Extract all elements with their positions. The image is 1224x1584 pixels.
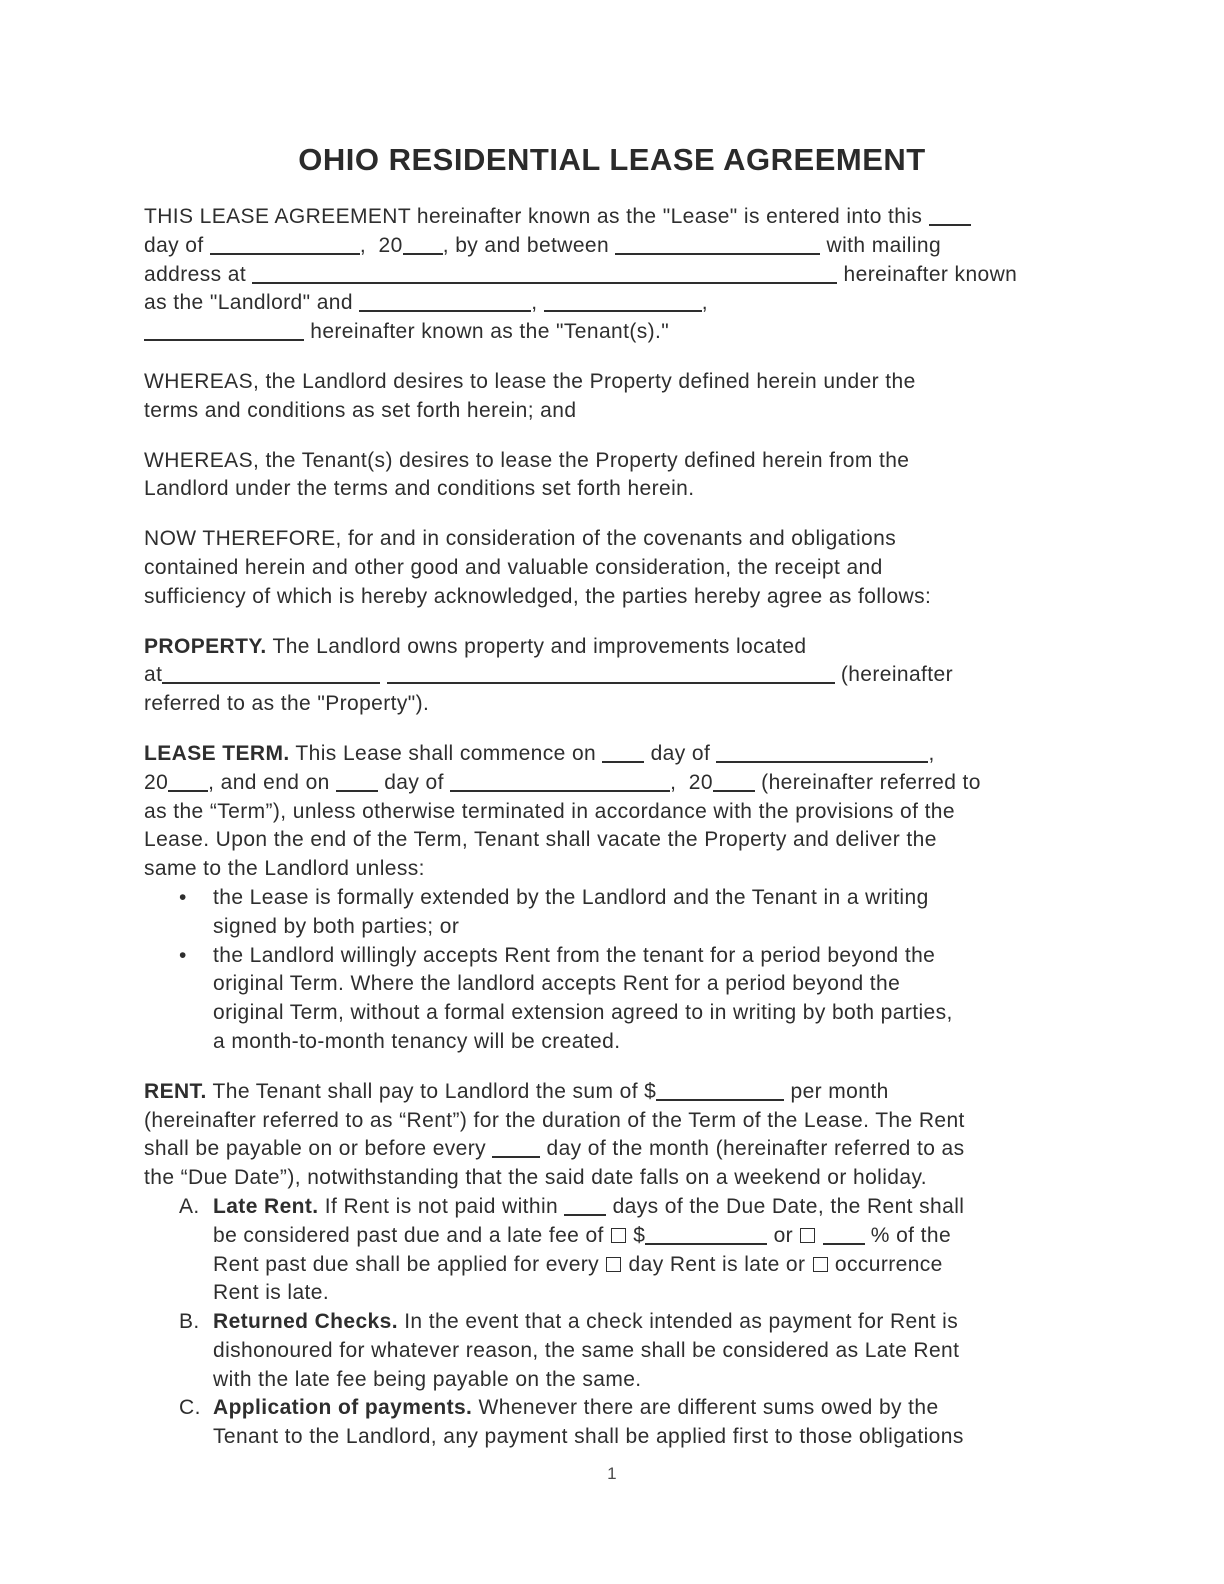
text-run: address at xyxy=(144,262,253,286)
bullet-icon: • xyxy=(179,943,187,967)
blank-field xyxy=(403,241,443,255)
text-line xyxy=(144,1135,1080,1164)
text-run: , xyxy=(531,291,544,315)
checkbox-icon xyxy=(606,1257,621,1272)
text-run: Whenever there are different sums owed by the xyxy=(472,1396,939,1420)
text-run: The Landlord owns property and improvements located xyxy=(266,634,807,658)
text-run: at xyxy=(144,663,163,687)
item-content xyxy=(213,884,1080,942)
text-run: , xyxy=(701,291,708,315)
text-run: WHEREAS, the Tenant(s) desires to lease the Property defined herein from the xyxy=(144,448,910,472)
item-content xyxy=(213,1308,1080,1394)
text-line xyxy=(144,232,1080,261)
text-run: 20 xyxy=(144,770,169,794)
blank-field xyxy=(387,670,835,684)
item-content xyxy=(213,1394,1080,1452)
blank-field xyxy=(492,1144,540,1158)
text-line xyxy=(213,1423,1080,1452)
page-number: 1 xyxy=(607,1464,617,1483)
text-run: a month-to-month tenancy will be created. xyxy=(213,1029,621,1053)
text-line xyxy=(213,999,1080,1028)
text-line xyxy=(144,1164,1080,1193)
document-body xyxy=(144,203,1080,1452)
text-run: If Rent is not paid within xyxy=(318,1194,565,1218)
lettered-item xyxy=(144,1193,1080,1308)
bullet-item xyxy=(144,942,1080,1057)
text-line xyxy=(144,397,1080,426)
text-line xyxy=(213,1279,1080,1308)
blank-field xyxy=(162,670,380,684)
text-run: as the "Landlord" and xyxy=(144,291,360,315)
text-run: hereinafter known as the "Tenant(s)." xyxy=(304,320,670,344)
text-run: (hereinafter referred to as “Rent”) for the duration of the Term of the Lease. The Rent xyxy=(144,1108,965,1132)
text-line xyxy=(144,261,1080,290)
text-run: , 20 xyxy=(359,233,403,257)
rent-subsections xyxy=(144,1193,1080,1452)
text-run: as the “Term”), unless otherwise terminated in accordance with the provisions of the xyxy=(144,799,955,823)
text-line xyxy=(144,798,1080,827)
item-letter: A. xyxy=(179,1194,200,1218)
blank-field xyxy=(144,327,304,341)
bullet-icon: • xyxy=(179,885,187,909)
text-run: Landlord under the terms and conditions set forth herein. xyxy=(144,477,695,501)
lettered-item xyxy=(144,1308,1080,1394)
text-run: day of xyxy=(377,770,451,794)
text-run: shall be payable on or before every xyxy=(144,1137,493,1161)
text-line xyxy=(144,368,1080,397)
text-line xyxy=(213,913,1080,942)
text-run: with mailing xyxy=(820,233,942,257)
text-run: In the event that a check intended as payment for Rent is xyxy=(397,1310,959,1334)
text-run: original Term, without a formal extension agreed to in writing by both parties, xyxy=(213,1001,953,1025)
text-line xyxy=(213,1222,1080,1251)
document-title: OHIO RESIDENTIAL LEASE AGREEMENT xyxy=(298,142,926,177)
text-run: Rent is late. xyxy=(213,1281,330,1305)
text-line xyxy=(144,554,1080,583)
text-run: the “Due Date”), notwithstanding that the said date falls on a weekend or holiday. xyxy=(144,1166,928,1190)
text-run: (hereinafter xyxy=(834,663,954,687)
text-run: contained herein and other good and valuable consideration, the receipt and xyxy=(144,555,883,579)
lease-term-bullets xyxy=(144,884,1080,1057)
text-run: THIS LEASE AGREEMENT hereinafter known as the "Lease" is entered into this xyxy=(144,205,929,228)
text-run: the Landlord willingly accepts Rent from the tenant for a period beyond the xyxy=(213,943,936,967)
text-run: , xyxy=(928,741,935,765)
blank-field xyxy=(564,1202,606,1216)
blank-field xyxy=(716,749,928,763)
text-run: per month xyxy=(784,1079,889,1103)
text-line xyxy=(213,884,1080,913)
text-run: hereinafter known xyxy=(837,262,1018,286)
text-run: % of the xyxy=(864,1223,952,1247)
text-line xyxy=(213,1308,1080,1337)
intro-paragraph xyxy=(144,203,1080,347)
text-run: dishonoured for whatever reason, the same shall be considered as Late Rent xyxy=(213,1338,960,1362)
text-run: referred to as the "Property"). xyxy=(144,692,430,716)
text-line xyxy=(144,855,1080,884)
lettered-item xyxy=(144,1394,1080,1452)
blank-field xyxy=(713,778,755,792)
blank-field xyxy=(359,298,531,312)
text-line xyxy=(144,740,1080,769)
text-run: , by and between xyxy=(442,233,616,257)
text-line xyxy=(144,203,1080,232)
checkbox-icon xyxy=(800,1228,815,1243)
lease-term-section xyxy=(144,740,1080,884)
bold-run: LEASE TERM. xyxy=(144,741,290,765)
text-line xyxy=(213,1028,1080,1057)
bold-run: Returned Checks. xyxy=(213,1310,398,1334)
text-line xyxy=(144,475,1080,504)
blank-field xyxy=(645,1231,767,1245)
text-run: occurrence xyxy=(828,1252,943,1276)
checkbox-icon xyxy=(813,1257,828,1272)
bold-run: Late Rent. xyxy=(213,1194,319,1218)
bold-run: PROPERTY. xyxy=(144,634,267,658)
text-run: NOW THEREFORE, for and in consideration of the covenants and obligations xyxy=(144,527,897,551)
text-run: , 20 xyxy=(670,770,713,794)
blank-field xyxy=(544,298,702,312)
text-line xyxy=(144,1078,1080,1107)
item-letter: C. xyxy=(179,1396,201,1420)
text-line xyxy=(213,1366,1080,1395)
text-run: This Lease shall commence on xyxy=(289,741,603,765)
text-run: WHEREAS, the Landlord desires to lease the Property defined herein under the xyxy=(144,369,916,393)
text-run: Rent past due shall be applied for every xyxy=(213,1252,606,1276)
now-therefore-paragraph xyxy=(144,525,1080,611)
text-run: with the late fee being payable on the same. xyxy=(213,1367,642,1391)
blank-field xyxy=(336,778,378,792)
item-letter: B. xyxy=(179,1310,200,1334)
text-run: (hereinafter referred to xyxy=(754,770,981,794)
item-content xyxy=(213,1193,1080,1308)
text-run: the Lease is formally extended by the Landlord and the Tenant in a writing xyxy=(213,885,929,909)
checkbox-icon xyxy=(611,1228,626,1243)
property-section xyxy=(144,633,1080,719)
item-content xyxy=(213,942,1080,1057)
text-run: days of the Due Date, the Rent shall xyxy=(606,1194,965,1218)
text-run: $ xyxy=(627,1223,646,1247)
text-run: or xyxy=(767,1223,800,1247)
text-line xyxy=(144,289,1080,318)
blank-field xyxy=(210,241,360,255)
text-run: Lease. Upon the end of the Term, Tenant shall vacate the Property and deliver the xyxy=(144,828,937,852)
text-run: sufficiency of which is hereby acknowledged, the parties hereby agree as follows: xyxy=(144,584,932,608)
text-run: original Term. Where the landlord accepts Rent for a period beyond the xyxy=(213,972,901,996)
text-run: day of the month (hereinafter referred to as xyxy=(540,1137,965,1161)
blank-field xyxy=(602,749,644,763)
bold-run: RENT. xyxy=(144,1079,207,1103)
blank-field xyxy=(168,778,208,792)
text-line xyxy=(144,447,1080,476)
rent-section xyxy=(144,1078,1080,1193)
text-run: , and end on xyxy=(208,770,336,794)
whereas-landlord-paragraph xyxy=(144,368,1080,426)
text-line xyxy=(213,970,1080,999)
text-line xyxy=(144,583,1080,612)
text-line xyxy=(144,769,1080,798)
text-line xyxy=(144,633,1080,662)
text-run: day of xyxy=(144,233,210,257)
text-line xyxy=(144,661,1080,690)
text-line xyxy=(213,1193,1080,1222)
text-line xyxy=(213,1337,1080,1366)
blank-field xyxy=(252,270,837,284)
text-line xyxy=(144,826,1080,855)
text-run: day Rent is late or xyxy=(622,1252,812,1276)
text-line xyxy=(144,690,1080,719)
blank-field xyxy=(823,1231,865,1245)
text-run: The Tenant shall pay to Landlord the sum of $ xyxy=(206,1079,657,1103)
text-run: be considered past due and a late fee of xyxy=(213,1223,611,1247)
blank-field xyxy=(450,778,670,792)
text-line xyxy=(144,1107,1080,1136)
blank-field xyxy=(615,241,820,255)
text-run: signed by both parties; or xyxy=(213,914,460,938)
text-run: same to the Landlord unless: xyxy=(144,857,425,881)
text-line xyxy=(213,942,1080,971)
blank-field xyxy=(656,1087,784,1101)
text-line xyxy=(213,1394,1080,1423)
text-run: Tenant to the Landlord, any payment shall be applied first to those obligations xyxy=(213,1425,964,1449)
bullet-item xyxy=(144,884,1080,942)
text-line xyxy=(144,318,1080,347)
text-run: day of xyxy=(644,741,717,765)
whereas-tenant-paragraph xyxy=(144,447,1080,505)
bold-run: Application of payments. xyxy=(213,1396,473,1420)
text-line xyxy=(144,525,1080,554)
text-line xyxy=(213,1251,1080,1280)
text-run: terms and conditions as set forth herein; and xyxy=(144,398,577,422)
blank-field xyxy=(929,212,971,226)
